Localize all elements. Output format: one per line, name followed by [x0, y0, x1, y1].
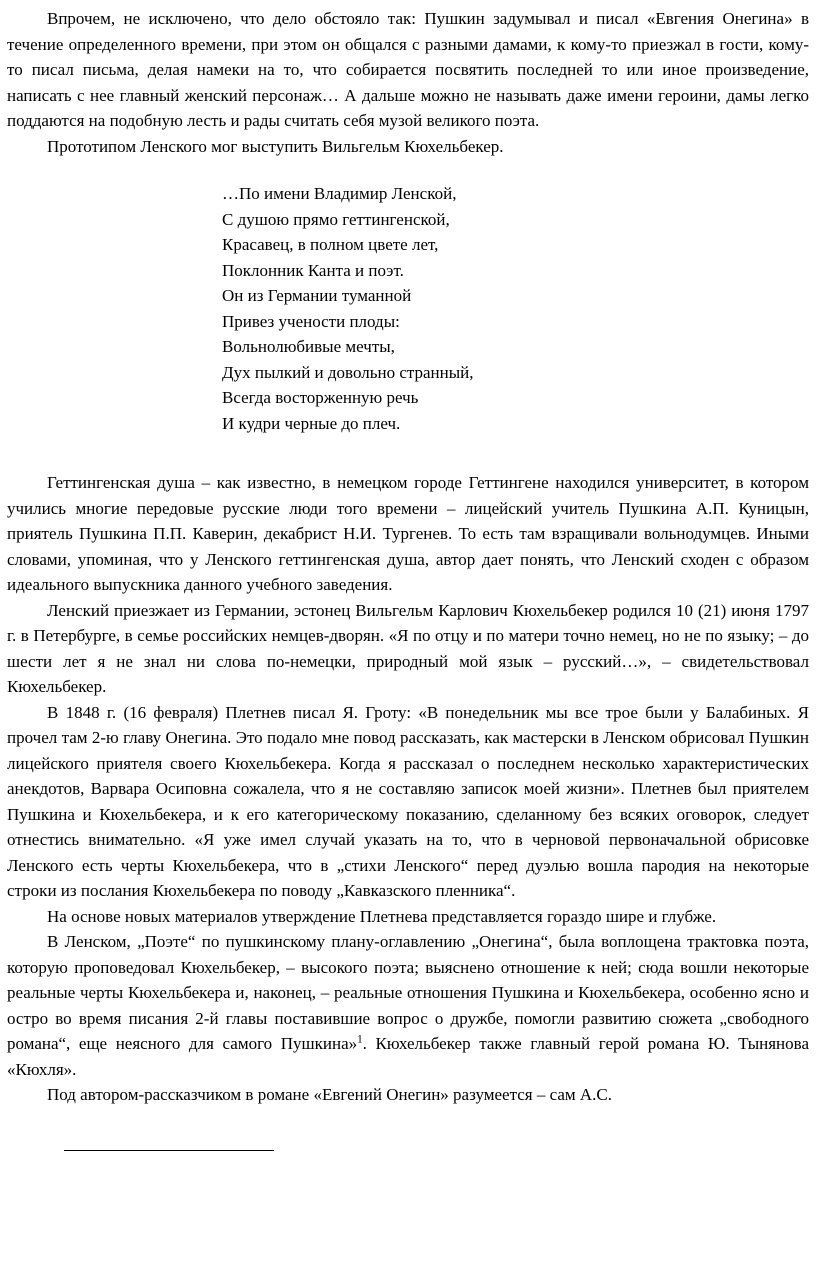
verse-line: Дух пылкий и довольно странный,	[222, 362, 474, 382]
verse-block	[222, 181, 809, 436]
paragraph-8: Под автором-рассказчиком в романе «Евгений Онегин» разумеется – сам А.С.	[47, 1085, 612, 1104]
verse-line: Красавец, в полном цвете лет,	[222, 235, 439, 254]
verse-line: И кудри черные до плеч.	[222, 413, 401, 433]
verse-line: Привез учености плоды:	[222, 311, 400, 331]
verse-line: Поклонник Канта и поэт.	[222, 260, 404, 280]
verse-line: Он из Германии туманной	[222, 286, 412, 305]
paragraph-3: Геттингенская душа – как известно, в немецком городе Геттингене находился университет, в котором учились многие передовые русские люди того времени – лицейский учитель Пушкина А.П. Куницын, приятель Пушкина П.П. Каверин, декабрист Н.И. Тургенев. То есть там взращивали вольнодумцев. Иными словами, упоминая, что у Ленского геттингенская душа, автор дает понять, что Ленский сходен с образом идеального выпускника данного учебного заведения.	[7, 473, 809, 594]
paragraph-1: Впрочем, не исключено, что дело обстояло так: Пушкин задумывал и писал «Евгения Онегина» в течение определенного времени, при этом он общался с разными дамами, к кому-то приезжал в гости, кому-то писал письма, делая намеки на то, что собирается посвятить последней то или иное произведение, написать с нее главный женский персонаж… А дальше можно не называть даже имени героини, дамы легко поддаются на подобную лесть и рады считать себя музой великого поэта.	[7, 9, 809, 130]
verse-line: Вольнолюбивые мечты,	[222, 337, 395, 356]
paragraph-7-text-after: . Кюхельбекер также главный герой романа Ю. Тынянова «Кюхля».	[7, 1034, 810, 1079]
footnote-separator	[64, 1150, 274, 1151]
verse-line: …По имени Владимир Ленской,	[222, 184, 457, 203]
paragraph-5: В 1848 г. (16 февраля) Плетнев писал Я. Гроту: «В понедельник мы все трое были у Балабиных. Я прочел там 2-ю главу Онегина. Это подало мне повод рассказать, как мастерски в Ленском обрисовал Пушкин лицейского приятеля своего Кюхельбекера. Когда я рассказал о последнем несколько характеристических анекдотов, Варвара Осиповна сожалела, что я не составляю записок моей жизни». Плетнев был приятелем Пушкина и Кюхельбекера, и к его категорическому показанию, сделанному без всяких оговорок, следует отнестись внимательно. «Я уже имел случай указать на то, что в черновой первоначальной обрисовке Ленского есть черты Кюхельбекера, что в „стихи Ленского“ перед дуэлью вошла пародия на некоторые строки из послания Кюхельбекера по поводу „Кавказского пленника“.	[7, 702, 809, 900]
paragraph-7-text: В Ленском, „Поэте“ по пушкинскому плану-оглавлению „Онегина“, была воплощена трактовка поэта, которую проповедовал Кюхельбекер, – высокого поэта; выяснено отношение к ней; сюда вошли некоторые реальные черты Кюхельбекера и, наконец, – реальные отношения Пушкина и Кюхельбекера, особенно ясно и остро во время писания 2-й главы поставившие вопрос о дружбе, помогли развитию сюжета „свободного романа“, еще неясного для самого Пушкина»	[7, 932, 809, 1053]
paragraph-4: Ленский приезжает из Германии, эстонец Вильгельм Карлович Кюхельбекер родился 10 (21) июня 1797 г. в Петербурге, в семье российских немцев-дворян. «Я по отцу и по матери точно немец, но не по языку; – до шести лет я не знал ни слова по-немецки, природный мой язык – русский…», – свидетельствовал Кюхельбекер.	[7, 600, 809, 696]
paragraph-2: Прототипом Ленского мог выступить Вильгельм Кюхельбекер.	[47, 136, 504, 156]
verse-line: С душою прямо геттингенской,	[222, 209, 450, 229]
paragraph-6: На основе новых материалов утверждение Плетнева представляется гораздо шире и глубже.	[47, 906, 717, 926]
paragraph-7	[7, 929, 809, 1082]
verse-line: Всегда восторженную речь	[222, 388, 419, 407]
footnote-reference-1: 1	[357, 1033, 363, 1046]
